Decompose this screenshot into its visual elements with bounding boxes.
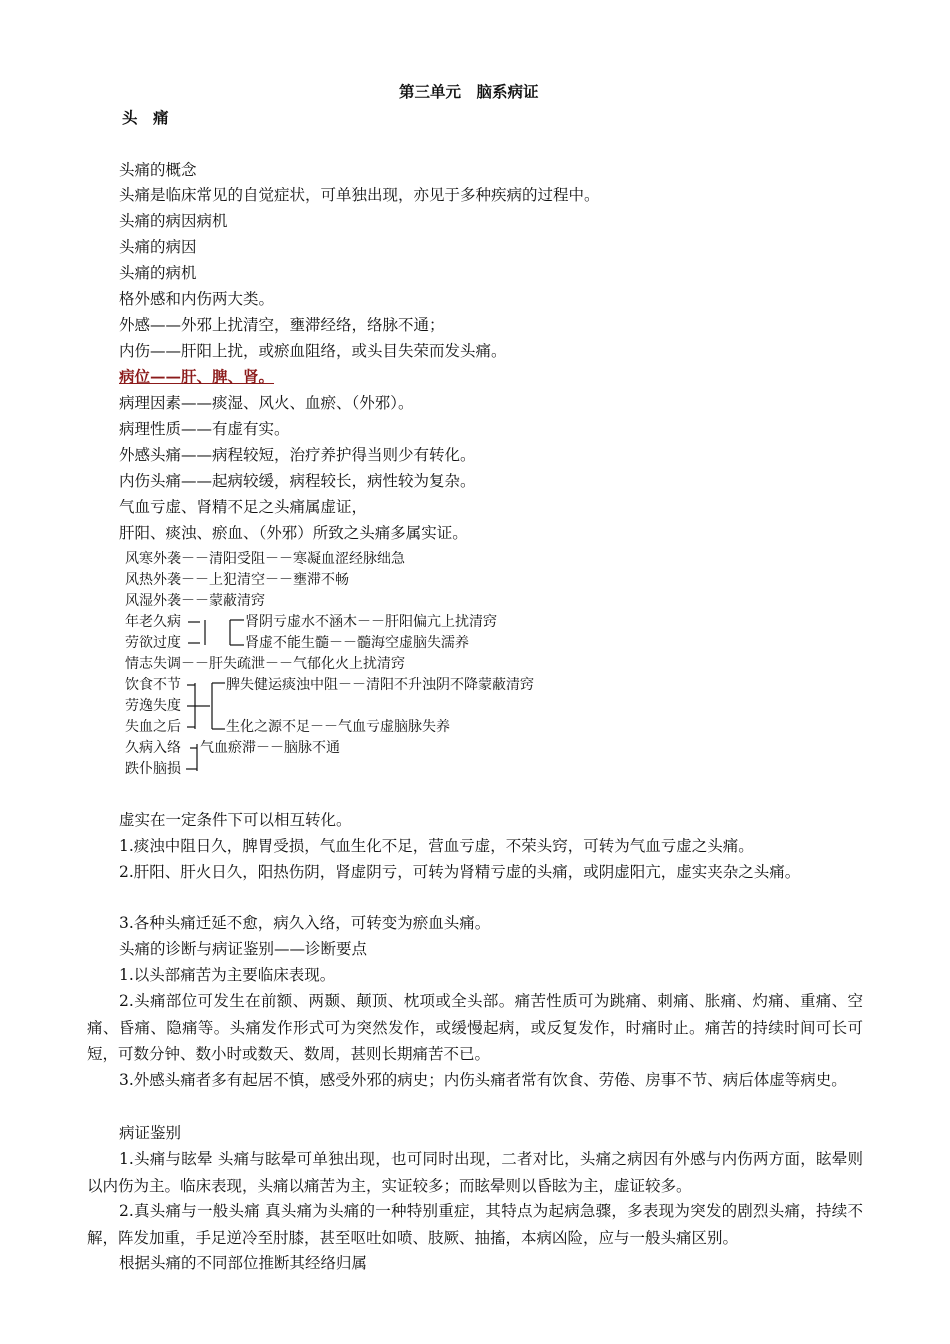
subheading: 头痛的诊断与病证鉴别——诊断要点 bbox=[119, 940, 368, 958]
diagram-path: 肾阴亏虚水不涵木－－肝阳偏亢上扰清窍 bbox=[245, 614, 497, 630]
diagram-path: 生化之源不足－－气血亏虚脑脉失养 bbox=[226, 719, 450, 735]
text-line: 虚实在一定条件下可以相互转化。 bbox=[119, 811, 352, 829]
diagram-path: 脾失健运痰浊中阻－－清阳不升浊阴不降蒙蔽清窍 bbox=[226, 677, 534, 693]
text-line: 1.痰浊中阻日久，脾胃受损，气血生化不足，营血亏虚，不荣头窍，可转为气血亏虚之头痛。 bbox=[119, 837, 754, 855]
highlighted-line: 病位——肝、脾、肾。 bbox=[119, 367, 275, 386]
diagram-cause: 饮食不节 bbox=[125, 677, 181, 693]
text-line: 格外感和内伤两大类。 bbox=[119, 290, 275, 308]
diagram-path: 肾虚不能生髓－－髓海空虚脑失濡养 bbox=[245, 635, 469, 651]
text-line: 气血亏虚、肾精不足之头痛属虚证， bbox=[119, 498, 368, 516]
text-line: 外感——外邪上扰清空，壅滞经络，络脉不通； bbox=[119, 316, 445, 334]
diagram-cause: 跌仆脑损 bbox=[125, 761, 181, 777]
paragraph: 2.头痛部位可发生在前额、两颞、颠顶、枕项或全头部。痛苦性质可为跳痛、刺痛、胀痛、灼痛、重痛、空痛、昏痛、隐痛等。头痛发作形式可为突然发作，或缓慢起病，或反复发作，时痛时止。痛苦的持续时间可长可短，可数分钟、数小时或数天、数周，甚则长期痛苦不已。 bbox=[87, 992, 863, 1063]
diagram-row: 风寒外袭－－清阳受阻－－寒凝血涩经脉绌急 bbox=[125, 551, 405, 567]
text-line: 外感头痛——病程较短，治疗养护得当则少有转化。 bbox=[119, 446, 476, 464]
text-line: 头痛是临床常见的自觉症状，可单独出现，亦见于多种疾病的过程中。 bbox=[119, 186, 600, 204]
text-line: 肝阳、痰浊、瘀血、（外邪）所致之头痛多属实证。 bbox=[119, 524, 468, 542]
text-line: 3.各种头痛迁延不愈，病久入络，可转变为瘀血头痛。 bbox=[119, 914, 491, 932]
diagram-row: 情志失调－－肝失疏泄－－气郁化火上扰清窍 bbox=[125, 656, 405, 672]
text-line: 病理因素——痰湿、风火、血瘀、（外邪）。 bbox=[119, 394, 414, 412]
text-line: 头痛的病因病机 bbox=[119, 212, 228, 230]
text-line: 头痛的概念 bbox=[119, 161, 197, 179]
text-line: 内伤——肝阳上扰，或瘀血阻络，或头目失荣而发头痛。 bbox=[119, 342, 507, 360]
text-line: 头痛的病因 bbox=[119, 238, 197, 256]
diagram-cause: 年老久病 bbox=[125, 614, 181, 630]
diagram-cause: 久病入络 bbox=[125, 740, 181, 756]
text-line: 2.肝阳、肝火日久，阳热伤阴，肾虚阴亏，可转为肾精亏虚的头痛，或阴虚阳亢，虚实夹杂之头痛。 bbox=[119, 863, 801, 881]
diagram-cause: 失血之后 bbox=[125, 719, 181, 735]
section-heading: 头 痛 bbox=[122, 108, 169, 127]
diagram-cause: 劳欲过度 bbox=[125, 635, 181, 651]
text-line: 1.以头部痛苦为主要临床表现。 bbox=[119, 966, 336, 984]
subheading: 根据头痛的不同部位推断其经络归属 bbox=[119, 1254, 368, 1272]
page-title: 第三单元 脑系病证 bbox=[399, 82, 539, 101]
paragraph: 3.外感头痛者多有起居不慎，感受外邪的病史；内伤头痛者常有饮食、劳倦、房事不节、病后体虚等病史。 bbox=[119, 1071, 847, 1089]
text-line: 头痛的病机 bbox=[119, 264, 197, 282]
text-line: 病理性质——有虚有实。 bbox=[119, 420, 290, 438]
diagram-row: 风热外袭－－上犯清空－－壅滞不畅 bbox=[125, 572, 349, 588]
paragraph: 1.头痛与眩晕 头痛与眩晕可单独出现，也可同时出现，二者对比，头痛之病因有外感与内伤两方面，眩晕则以内伤为主。临床表现，头痛以痛苦为主，实证较多；而眩晕则以昏眩为主，虚证较多。 bbox=[87, 1150, 863, 1195]
text-line: 内伤头痛——起病较缓，病程较长，病性较为复杂。 bbox=[119, 472, 476, 490]
diagram-cause: 劳逸失度 bbox=[125, 698, 181, 714]
diagram-path: 气血瘀滞－－脑脉不通 bbox=[200, 740, 340, 756]
paragraph: 2.真头痛与一般头痛 真头痛为头痛的一种特别重症，其特点为起病急骤，多表现为突发的剧烈头痛，持续不解，阵发加重，手足逆冷至肘膝，甚至呕吐如喷、肢厥、抽搐，本病凶险，应与一般头痛区别。 bbox=[87, 1202, 863, 1247]
subheading: 病证鉴别 bbox=[119, 1124, 182, 1142]
diagram-row: 风湿外袭－－蒙蔽清窍 bbox=[125, 593, 265, 609]
